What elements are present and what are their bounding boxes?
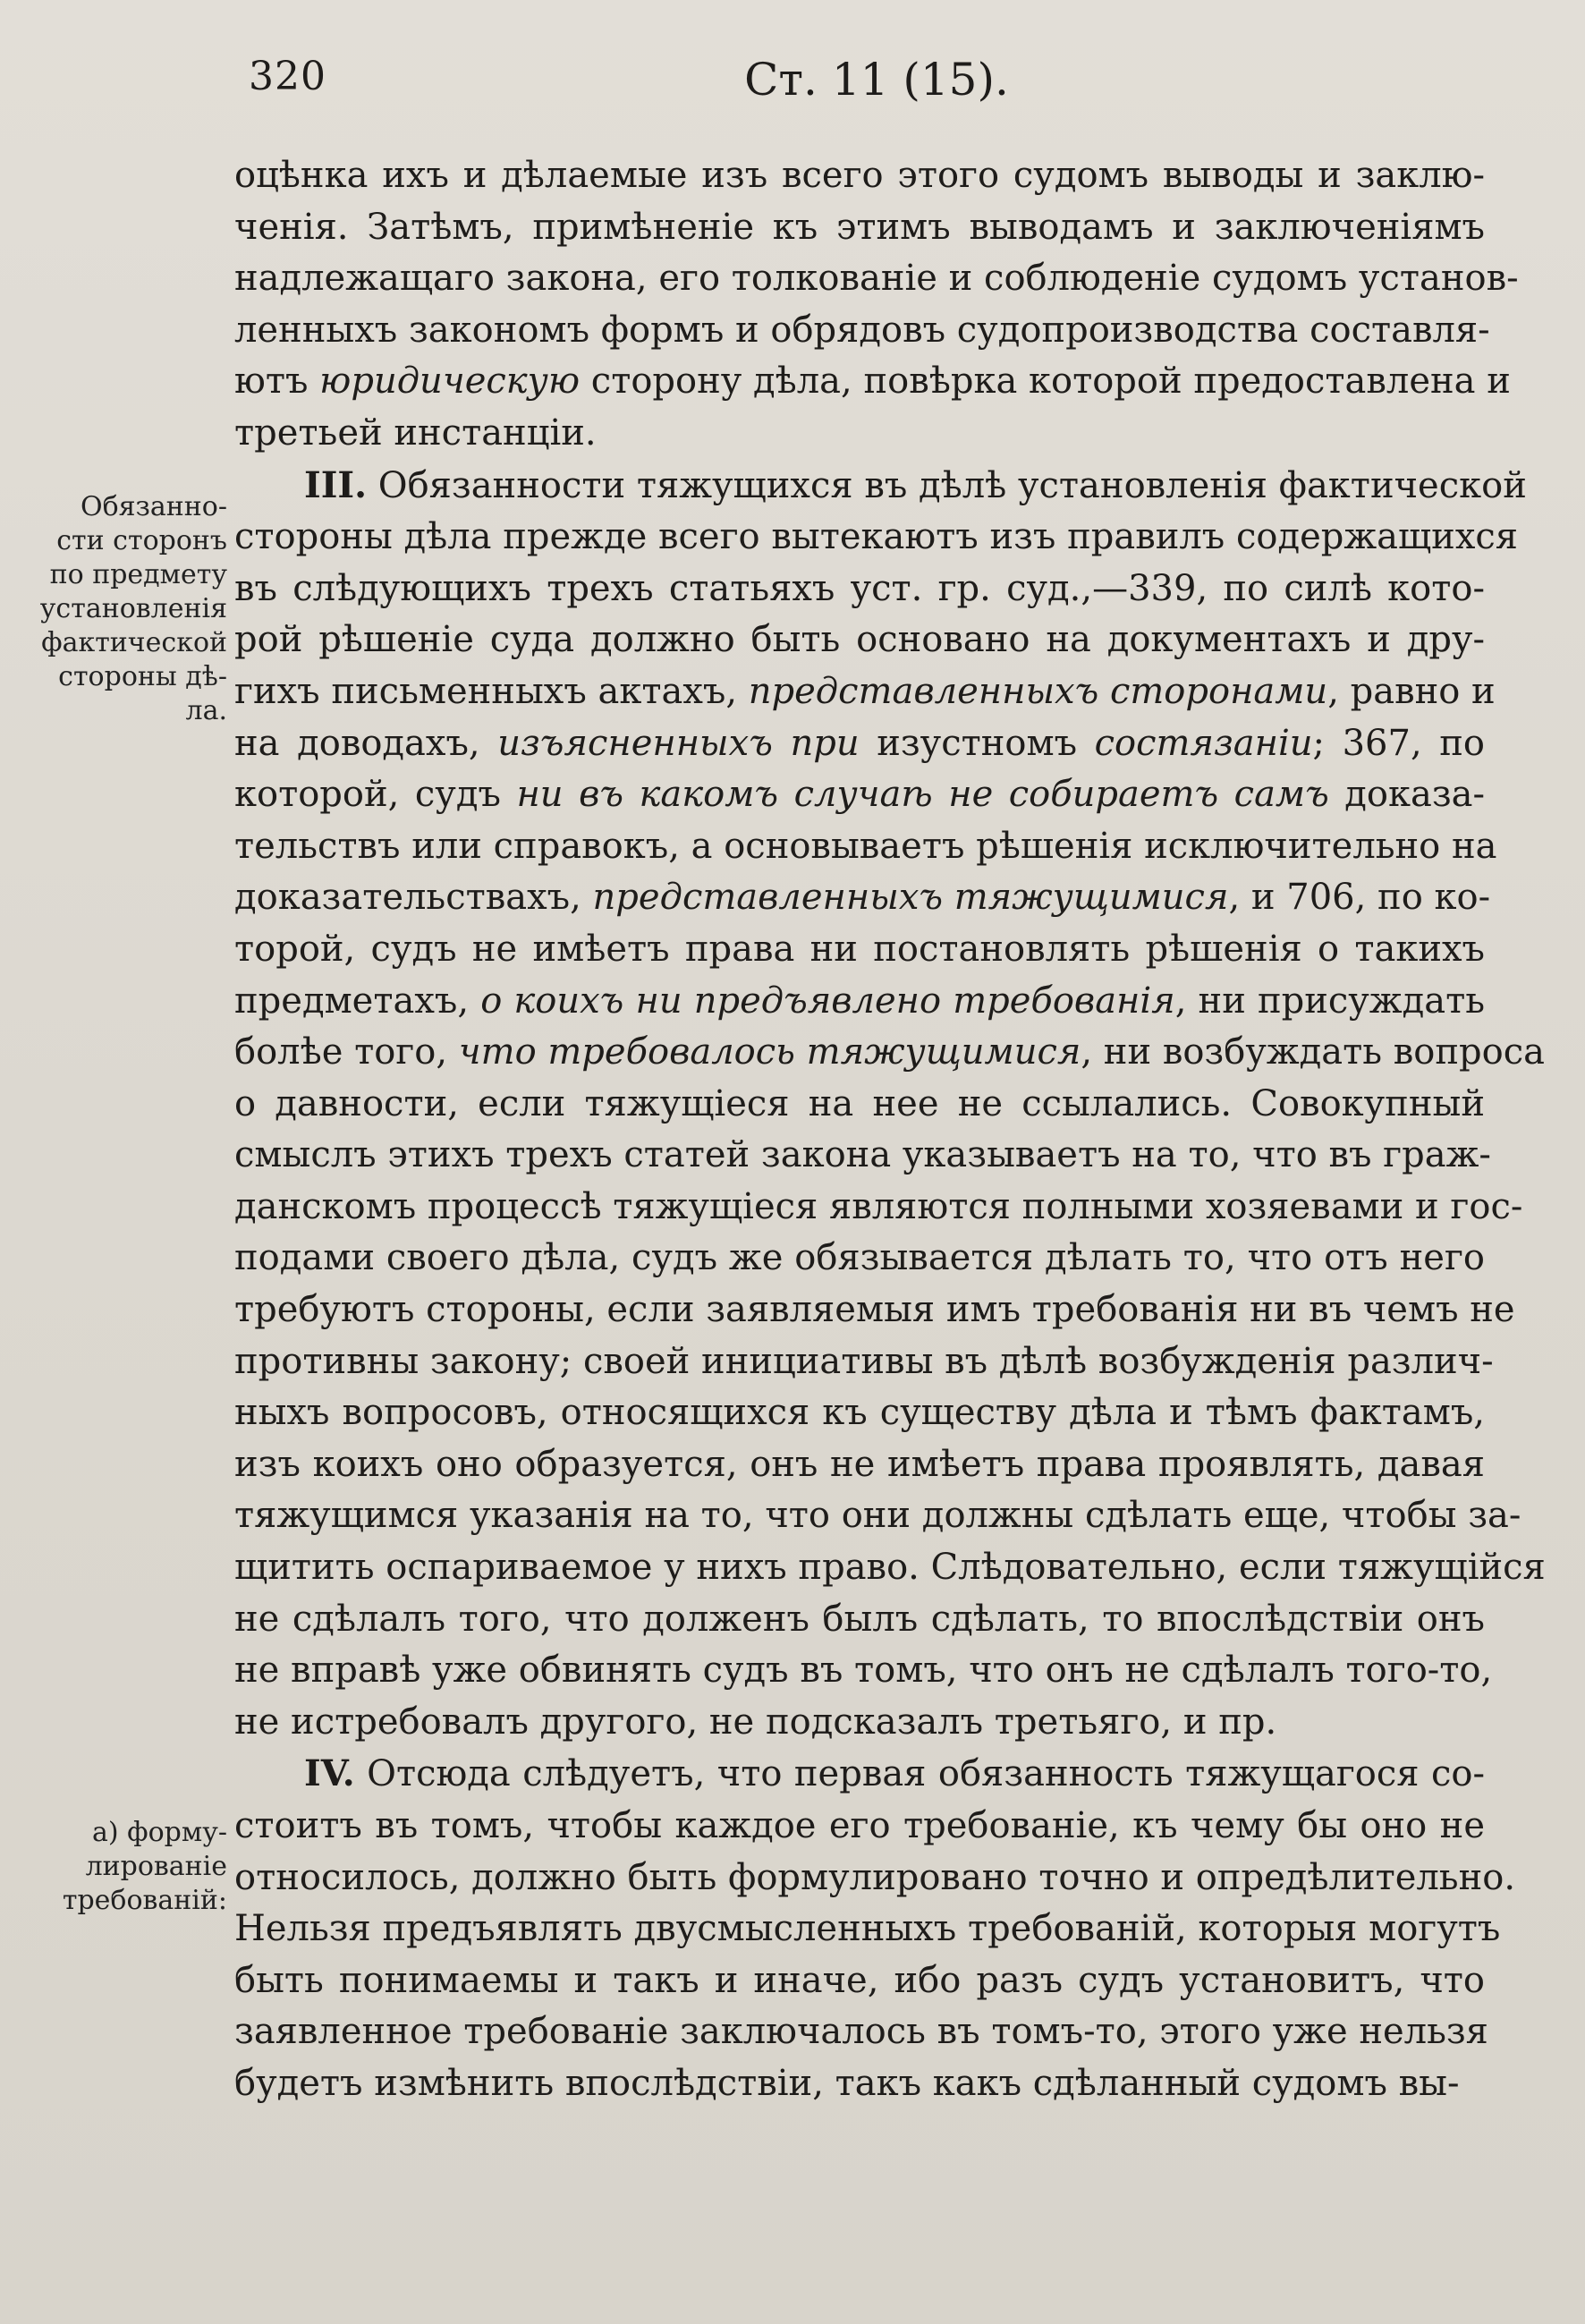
text-run: торой, судъ не имѣетъ права ни постановлять рѣшенія о такихъ (234, 928, 1485, 970)
text-line (234, 564, 1485, 615)
margin-note-line: лированіе (85, 1851, 227, 1882)
text-line (234, 1542, 1546, 1594)
italic-run: что требовалось тяжущимися (458, 1031, 1081, 1073)
text-run: сторону дѣла, повѣрка которой предоставлена и (580, 360, 1511, 403)
paragraph-section-iii (234, 460, 1546, 1749)
margin-note-line: Обязанно- (80, 491, 227, 522)
text-line (234, 202, 1485, 254)
text-run: доказа- (1328, 774, 1486, 816)
text-line (234, 1182, 1523, 1234)
margin-note-line: стороны дѣ- (58, 661, 227, 692)
running-head: Ст. 11 (15). (744, 54, 1009, 106)
text-line (234, 976, 1485, 1028)
margin-note-formulation (21, 1816, 227, 1918)
text-run: подами своего дѣла, судъ же обязывается дѣлать то, что отъ него (234, 1237, 1485, 1279)
text-run: Нельзя предъявлять двусмысленныхъ требованій, которыя могутъ (234, 1908, 1501, 1950)
text-line (234, 408, 1485, 460)
text-line (234, 924, 1485, 976)
text-line (234, 1439, 1485, 1491)
text-line (234, 1285, 1515, 1336)
text-run: ; 367, по (1312, 722, 1485, 764)
paragraph-continuation (234, 150, 1519, 460)
text-line (234, 1748, 1485, 1801)
paragraph-section-iv (234, 1748, 1516, 2109)
text-run: щитить оспариваемое у нихъ право. Слѣдовательно, если тяжущійся (234, 1547, 1546, 1589)
text-run: данскомъ процессѣ тяжущіеся являются полными хозяевами и гос- (234, 1185, 1523, 1227)
text-run: ныхъ вопросовъ, относящихся къ существу дѣла и тѣмъ фактамъ, (234, 1392, 1485, 1434)
italic-run: юридическую (319, 360, 581, 403)
italic-run: состязаніи (1094, 722, 1313, 764)
page-number: 320 (249, 54, 326, 99)
text-run: тяжущимся указанія на то, что они должны сдѣлать еще, чтобы за- (234, 1495, 1521, 1537)
text-run: Обязанности тяжущихся въ дѣлѣ установленія фактической (367, 464, 1527, 506)
text-line (234, 1697, 1485, 1749)
text-run: стоитъ въ томъ, чтобы каждое его требованіе, къ чему бы оно не (234, 1805, 1485, 1846)
text-line (234, 253, 1519, 305)
text-line (234, 1904, 1501, 1955)
text-line (234, 1079, 1485, 1131)
text-line (234, 1130, 1491, 1182)
margin-note-line: установленія (39, 593, 227, 624)
italic-run: ни въ какомъ случаѣ не собираетъ самъ (516, 774, 1329, 816)
text-run: изустномъ (859, 722, 1095, 764)
text-run: не вправѣ уже обвинять судъ въ томъ, что онъ не сдѣлалъ того-то, (234, 1650, 1493, 1692)
text-run: тельствъ или справокъ, а основываетъ рѣшенія исключительно на (234, 825, 1497, 867)
text-line (234, 1336, 1494, 1388)
text-run: болѣе того, (234, 1031, 459, 1073)
margin-note-line: фактической (41, 627, 227, 658)
text-run: смыслъ этихъ трехъ статей закона указываетъ на то, что въ граж- (234, 1134, 1491, 1176)
text-line (234, 1387, 1485, 1439)
text-run: не истребовалъ другого, не подсказалъ третьяго, и пр. (234, 1701, 1277, 1743)
text-run: ютъ (234, 360, 320, 403)
section-numeral: IV. (304, 1752, 355, 1795)
text-run: предметахъ, (234, 980, 481, 1022)
text-run: заявленное требованіе заключалось въ томъ-то, этого уже нельзя (234, 2011, 1488, 2053)
body-text (234, 150, 1546, 2110)
text-run: не сдѣлалъ того, что долженъ былъ сдѣлать, то впослѣдствіи онъ (234, 1598, 1485, 1640)
margin-note-line: а) форму- (92, 1817, 227, 1848)
text-run: , ни возбуждать вопроса (1081, 1031, 1545, 1073)
margin-note-obligations (21, 490, 227, 728)
text-run: противны закону; своей инициативы въ дѣлѣ возбужденія различ- (234, 1340, 1494, 1382)
text-line (234, 1027, 1545, 1079)
text-line (234, 2006, 1488, 2058)
text-run: ченія. Затѣмъ, примѣненіе къ этимъ выводамъ и заключеніямъ (234, 206, 1485, 248)
text-line (234, 150, 1485, 202)
text-run: рой рѣшеніе суда должно быть основано на документахъ и дру- (234, 619, 1485, 661)
text-run: оцѣнка ихъ и дѣлаемые изъ всего этого судомъ выводы и заклю- (234, 155, 1485, 196)
margin-note-line: по предмету (49, 559, 227, 590)
text-line (234, 769, 1485, 821)
text-run: быть понимаемы и такъ и иначе, ибо разъ судъ установитъ, что (234, 1959, 1485, 2001)
text-run: надлежащаго закона, его толкованіе и соблюденіе судомъ установ- (234, 258, 1519, 300)
text-run: въ слѣдующихъ трехъ статьяхъ уст. гр. суд.,—339, по силѣ кото- (234, 567, 1485, 609)
text-run: гихъ письменныхъ актахъ, (234, 670, 749, 712)
page-header (0, 54, 1585, 107)
text-run: третьей инстанціи. (234, 411, 597, 454)
text-line (234, 718, 1485, 770)
text-line (234, 460, 1527, 513)
text-run: доказательствахъ, (234, 877, 593, 919)
text-line (234, 1955, 1485, 2007)
margin-note-line: требованій: (62, 1885, 227, 1916)
text-line (234, 666, 1496, 718)
text-run: о давности, если тяжущіеся на нее не ссылались. Совокупный (234, 1082, 1485, 1124)
text-run: на доводахъ, (234, 722, 498, 764)
text-line (234, 1645, 1493, 1697)
margin-note-line: сти сторонъ (56, 525, 227, 556)
text-run: требуютъ стороны, если заявляемыя имъ требованія ни въ чемъ не (234, 1289, 1515, 1331)
text-run: относилось, должно быть формулировано точно и опредѣлительно. (234, 1856, 1516, 1898)
text-line (234, 512, 1519, 564)
italic-run: о коихъ ни предъявлено требованія (480, 980, 1175, 1022)
italic-run: представленныхъ тяжущимися (592, 877, 1229, 919)
text-run: которой, судъ (234, 774, 517, 816)
text-line (234, 615, 1485, 666)
text-line (234, 1801, 1485, 1853)
text-line (234, 821, 1497, 873)
text-run: Отсюда слѣдуетъ, что первая обязанность тяжущагося со- (354, 1753, 1485, 1795)
italic-run: изъясненныхъ при (497, 722, 860, 764)
text-run: , равно и (1327, 670, 1496, 712)
text-run: будетъ измѣнить впослѣдствіи, такъ какъ сдѣланный судомъ вы- (234, 2062, 1460, 2104)
text-line (234, 1853, 1516, 1904)
section-numeral: III. (304, 463, 368, 506)
italic-run: представленныхъ сторонами (748, 670, 1328, 712)
text-line (234, 356, 1511, 408)
text-line (234, 1490, 1521, 1542)
text-run: , ни присуждать (1174, 980, 1486, 1022)
text-line (234, 872, 1491, 924)
text-line (234, 1594, 1485, 1646)
text-run: изъ коихъ оно образуется, онъ не имѣетъ права проявлять, давая (234, 1443, 1485, 1485)
text-run: ленныхъ закономъ формъ и обрядовъ судопроизводства составля- (234, 309, 1490, 351)
text-line (234, 305, 1490, 357)
margin-note-line: ла. (185, 695, 227, 726)
text-line (234, 2058, 1485, 2110)
text-run: стороны дѣла прежде всего вытекаютъ изъ правилъ содержащихся (234, 516, 1519, 558)
text-line (234, 1233, 1485, 1285)
text-run: , и 706, по ко- (1228, 877, 1491, 919)
